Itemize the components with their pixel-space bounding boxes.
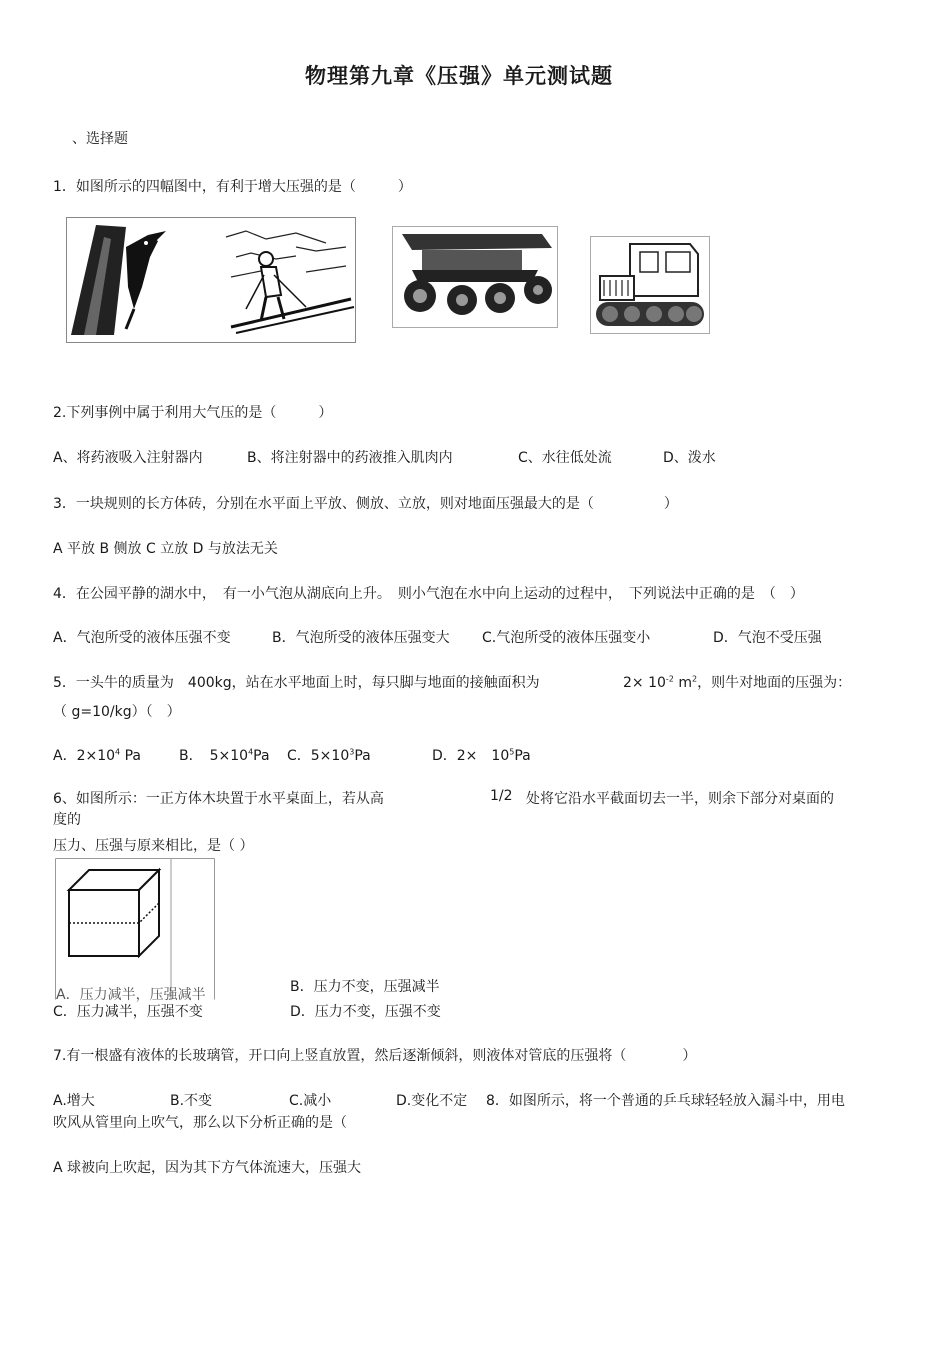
option-a-base: A．2×10: [53, 748, 116, 764]
question-6-stem-wrap: 度的: [53, 812, 81, 828]
question-7-stem: 7.有一根盛有液体的长玻璃管，开口向上竖直放置，然后逐渐倾斜，则液体对管底的压强将（ ）: [53, 1048, 697, 1064]
option-c-unit: Pa: [354, 748, 371, 764]
question-6-stem: 6、如图所示：一正方体木块置于水平桌面上，若从高: [53, 791, 384, 807]
question-8-option-a: A 球被向上吹起，因为其下方气体流速大，压强大: [53, 1160, 362, 1176]
question-6-option-d: D．压力不变，压强不变: [290, 1004, 441, 1020]
question-2-option-d: D、泼水: [663, 450, 716, 466]
question-2-option-b: B、将注射器中的药液推入肌肉内: [247, 450, 453, 466]
question-5-option-b: [179, 745, 270, 765]
option-d-exponent: 5: [509, 747, 515, 757]
question-2-option-c: C、水往低处流: [518, 450, 612, 466]
question-6-option-b: B．压力不变，压强减半: [290, 979, 440, 995]
option-b-exponent: 4: [248, 747, 254, 757]
question-7-option-d: D.变化不定: [396, 1093, 468, 1109]
question-3-options: A 平放 B 侧放 C 立放 D 与放法无关: [53, 541, 278, 557]
question-2-option-a: A、将药液吸入注射器内: [53, 450, 203, 466]
question-2-stem: 2.下列事例中属于利用大气压的是（ ）: [53, 405, 333, 421]
question-6-option-c: C．压力减半，压强不变: [53, 1004, 203, 1020]
question-5-option-c: [287, 745, 371, 765]
question-6-option-a: A．压力减半，压强减半: [56, 987, 206, 1003]
question-8-stem: 8．如图所示，将一个普通的乒乓球轻轻放入漏斗中，用电: [486, 1093, 845, 1109]
section-heading: 、选择题: [72, 131, 128, 147]
question-5-stem-tail: ，则牛对地面的压强为：: [697, 675, 852, 691]
option-b-unit: Pa: [253, 748, 270, 764]
figure-cube: [55, 858, 215, 1000]
question-7-option-b: B.不变: [170, 1093, 213, 1109]
question-5-stem: 5．一头牛的质量为 400kg，站在水平地面上时，每只脚与地面的接触面积为: [53, 675, 540, 691]
area-unit: m: [678, 675, 692, 691]
figure-rover: [392, 226, 558, 328]
question-5-given: （ g=10/kg）（ ）: [53, 704, 181, 720]
option-d-base: D．2× 10: [432, 748, 510, 764]
option-a-unit: Pa: [120, 748, 141, 764]
question-3-stem: 3．一块规则的长方体砖，分别在水平面上平放、侧放、立放，则对地面压强最大的是（ ）: [53, 496, 678, 512]
question-5-option-a: [53, 745, 141, 765]
page-title: 物理第九章《压强》单元测试题: [305, 64, 613, 88]
question-4-stem: 4．在公园平静的湖水中， 有一小气泡从湖底向上升。 则小气泡在水中向上运动的过程中， 下列说法中正确的是 （ ）: [53, 586, 804, 602]
question-4-option-c: C.气泡所受的液体压强变小: [482, 630, 651, 646]
question-5-option-d: [432, 745, 531, 765]
area-unit-exponent: 2: [691, 674, 698, 684]
question-1-stem: 1．如图所示的四幅图中，有利于增大压强的是（ ）: [53, 179, 412, 195]
area-base: 2× 10: [623, 675, 666, 691]
option-c-exponent: 3: [349, 747, 355, 757]
question-4-option-d: D．气泡不受压强: [713, 630, 822, 646]
question-4-option-a: A．气泡所受的液体压强不变: [53, 630, 231, 646]
figure-bulldozer: [590, 236, 710, 334]
option-d-unit: Pa: [514, 748, 531, 764]
question-8-stem-cont: 吹风从管里向上吹气，那么以下分析正确的是（: [53, 1115, 347, 1131]
question-6-stem-end: 压力、压强与原来相比，是（ ）: [53, 838, 254, 854]
question-4-option-b: B．气泡所受的液体压强变大: [272, 630, 450, 646]
question-7-option-c: C.减小: [289, 1093, 332, 1109]
question-5-area: [623, 672, 851, 692]
option-b-base: B． 5×10: [179, 748, 249, 764]
figure-woodpecker-skier: [66, 217, 356, 343]
option-c-base: C．5×10: [287, 748, 350, 764]
option-a-exponent: 4: [115, 747, 121, 757]
question-6-half: 1/2: [490, 788, 513, 804]
question-7-option-a: A.增大: [53, 1093, 95, 1109]
area-exponent: -2: [665, 674, 674, 684]
question-6-stem-cont: 处将它沿水平截面切去一半，则余下部分对桌面的: [526, 791, 834, 807]
